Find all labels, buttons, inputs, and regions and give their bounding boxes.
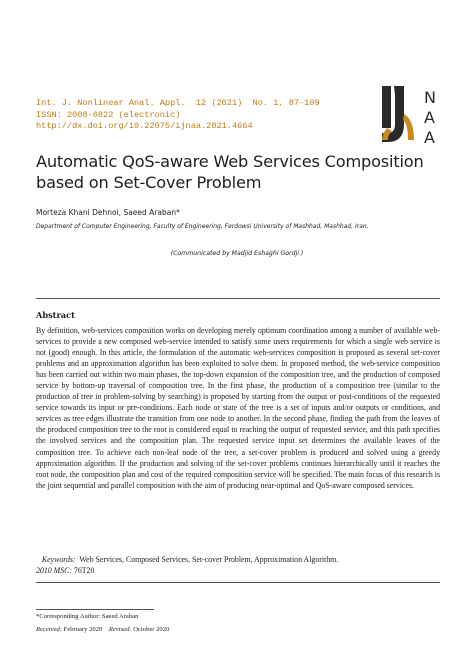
msc-label: 2010 MSC: [36, 566, 72, 576]
affiliation: Department of Computer Engineering, Faculty of Engineering, Ferdowsi University of Mashhad, Mashhad, Iran. [36, 223, 369, 230]
msc-line [36, 565, 440, 576]
abstract-heading: Abstract [36, 310, 75, 320]
keywords-label: Keywords: [41, 555, 76, 564]
footnote-rule [36, 609, 154, 610]
revised-date: October 2020 [133, 626, 170, 633]
keywords-text: Web Services, Composed Services, Set-cover Problem, Approximation Algorithm. [79, 555, 339, 564]
abstract-bottom-rule [36, 582, 440, 583]
revised-label: Revised: [108, 626, 132, 633]
submission-dates [36, 626, 169, 633]
journal-info [36, 98, 320, 133]
author-list: Morteza Khani Dehnoi, Saeed Araban* [36, 208, 180, 217]
corresponding-author-footnote: *Corresponding Author: Saeed Araban [36, 613, 139, 620]
keywords-block [36, 554, 440, 576]
logo-letter-n: N [424, 88, 436, 107]
title-line-1: Automatic QoS-aware Web Services Composition [36, 152, 424, 171]
msc-code: 76T20 [73, 566, 95, 576]
logo-letter-a1: A [424, 108, 435, 127]
received-label: Received: [36, 626, 62, 633]
keywords-line [36, 554, 440, 565]
journal-issn: ISSN: 2008-6822 (electronic) [36, 109, 181, 120]
ijnaa-logo [380, 84, 450, 146]
communicated-by: (Communicated by Madjid Eshaghi Gordji ) [170, 250, 304, 257]
title-line-2: based on Set-Cover Problem [36, 173, 262, 192]
journal-doi-link[interactable]: http://dx.doi.org/10.22075/ijnaa.2021.4664 [36, 121, 253, 131]
paper-title [36, 151, 456, 193]
abstract-top-rule [36, 298, 440, 299]
received-date: February 2020 [63, 626, 103, 633]
journal-citation: Int. J. Nonlinear Anal. Appl. 12 (2021) No. 1, 87-109 [36, 98, 320, 108]
logo-letter-a2: A [424, 128, 435, 146]
abstract-body: By definition, web-services composition works on developing merely optimum coordination among a number of available web-services to provide a new composed web-service intended to satisfy some users requirements for which a single web service is not (good) enough. In this article, the formulation of the automatic web-services composition is proposed as several set-cover problems and an approximation algorithm has been exploited to solve them. In proposed method, the web-service composition has been carried out within two main phases, the top-down expansion of the composition tree, and the production of composed service by bottom-up traversal of composition tree. In the first phase, the production of a composition tree (similar to the production of tree in problem-solving by searching) is proposed by starting from the output or post-conditions of the requested service towards its input or pre-conditions. Each node or state of the tree is a set of inputs and/or outputs or conditions, and services as tree edges illustrate the transition from one node to another. In the second phase, finding the path from the leaves of the produced composition tree to the root is considered equal to reaching the output of requested service, and this path specifies the involved services and the composition plan. The requested service input set determines the available leaves of the composition tree. To achieve each non-leaf node of the tree, a set-cover problem is produced and solved using a greedy approximation algorithm. If the production and solving of the set-cover problems continues hierarchically until it reaches the root node, the composition plan and cost of the required composition service will be specified. The main focus of this research is the joint sequential and parallel composition with the aim of producing near-optimal and QoS-aware composed services. [36, 326, 440, 490]
ijnaa-logo-mark [380, 84, 450, 146]
